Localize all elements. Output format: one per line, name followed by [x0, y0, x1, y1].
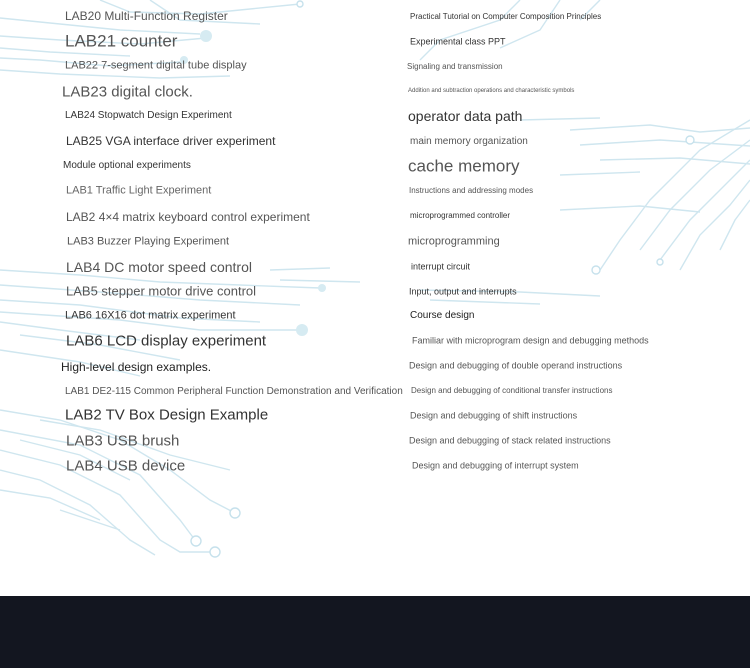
footer-bar: [0, 596, 750, 668]
link-lab3-buzzer-playing-experiment[interactable]: LAB3 Buzzer Playing Experiment: [67, 235, 230, 248]
link-lab22-7-segment-digital-tube-display[interactable]: LAB22 7-segment digital tube display: [65, 59, 247, 72]
link-lab2-4-4-matrix-keyboard-control-experiment[interactable]: LAB2 4×4 matrix keyboard control experiment: [66, 210, 310, 224]
link-main-memory-organization[interactable]: main memory organization: [410, 136, 528, 147]
section-heading-course-design: Course design: [410, 310, 475, 321]
link-lab6-lcd-display-experiment[interactable]: LAB6 LCD display experiment: [66, 332, 267, 350]
link-input-output-and-interrupts[interactable]: Input, output and interrupts: [409, 286, 517, 297]
link-interrupt-circuit[interactable]: interrupt circuit: [411, 261, 471, 272]
link-cache-memory[interactable]: cache memory: [408, 156, 520, 176]
link-addition-and-subtraction-operations-and-characteristic-symbols[interactable]: Addition and subtraction operations and characteristic symbols: [408, 88, 575, 94]
link-microprogrammed-controller[interactable]: microprogrammed controller: [410, 211, 511, 220]
link-lab21-counter[interactable]: LAB21 counter: [65, 31, 178, 51]
section-heading-module-optional-experiments: Module optional experiments: [63, 160, 191, 171]
section-heading-high-level-design-examples: High-level design examples.: [61, 360, 212, 374]
link-lab6-16x16-dot-matrix-experiment[interactable]: LAB6 16X16 dot matrix experiment: [65, 309, 236, 322]
link-lab23-digital-clock[interactable]: LAB23 digital clock.: [62, 83, 193, 101]
link-lab2-tv-box-design-example[interactable]: LAB2 TV Box Design Example: [65, 406, 269, 424]
link-lab4-dc-motor-speed-control[interactable]: LAB4 DC motor speed control: [66, 259, 252, 275]
link-lab24-stopwatch-design-experiment[interactable]: LAB24 Stopwatch Design Experiment: [65, 110, 232, 121]
link-lab5-stepper-motor-drive-control[interactable]: LAB5 stepper motor drive control: [66, 283, 257, 299]
link-experimental-class-ppt[interactable]: Experimental class PPT: [410, 36, 506, 47]
link-design-and-debugging-of-shift-instructions[interactable]: Design and debugging of shift instructions: [410, 410, 578, 421]
link-design-and-debugging-of-conditional-transfer-instructions[interactable]: Design and debugging of conditional transfer instructions: [411, 386, 613, 395]
link-instructions-and-addressing-modes[interactable]: Instructions and addressing modes: [409, 186, 534, 195]
link-lab1-traffic-light-experiment[interactable]: LAB1 Traffic Light Experiment: [66, 184, 212, 197]
link-signaling-and-transmission[interactable]: Signaling and transmission: [407, 62, 503, 71]
link-lab1-de2-115-common-peripheral-function-demonstration-and-verification[interactable]: LAB1 DE2-115 Common Peripheral Function Demonstration and Verification: [65, 386, 403, 397]
link-lab25-vga-interface-driver-experiment[interactable]: LAB25 VGA interface driver experiment: [66, 134, 276, 148]
link-familiar-with-microprogram-design-and-debugging-methods[interactable]: Familiar with microprogram design and debugging methods: [412, 335, 649, 346]
link-operator-data-path[interactable]: operator data path: [408, 108, 523, 124]
link-microprogramming[interactable]: microprogramming: [408, 235, 500, 248]
link-practical-tutorial-on-computer-composition-principles[interactable]: Practical Tutorial on Computer Composition Principles: [410, 12, 602, 21]
link-lab4-usb-device[interactable]: LAB4 USB device: [66, 457, 186, 475]
link-lab3-usb-brush[interactable]: LAB3 USB brush: [66, 432, 180, 450]
link-design-and-debugging-of-interrupt-system[interactable]: Design and debugging of interrupt system: [412, 460, 579, 471]
link-design-and-debugging-of-double-operand-instructions[interactable]: Design and debugging of double operand instructions: [409, 360, 623, 371]
link-lab20-multi-function-register[interactable]: LAB20 Multi-Function Register: [65, 9, 228, 23]
link-design-and-debugging-of-stack-related-instructions[interactable]: Design and debugging of stack related instructions: [409, 435, 611, 446]
